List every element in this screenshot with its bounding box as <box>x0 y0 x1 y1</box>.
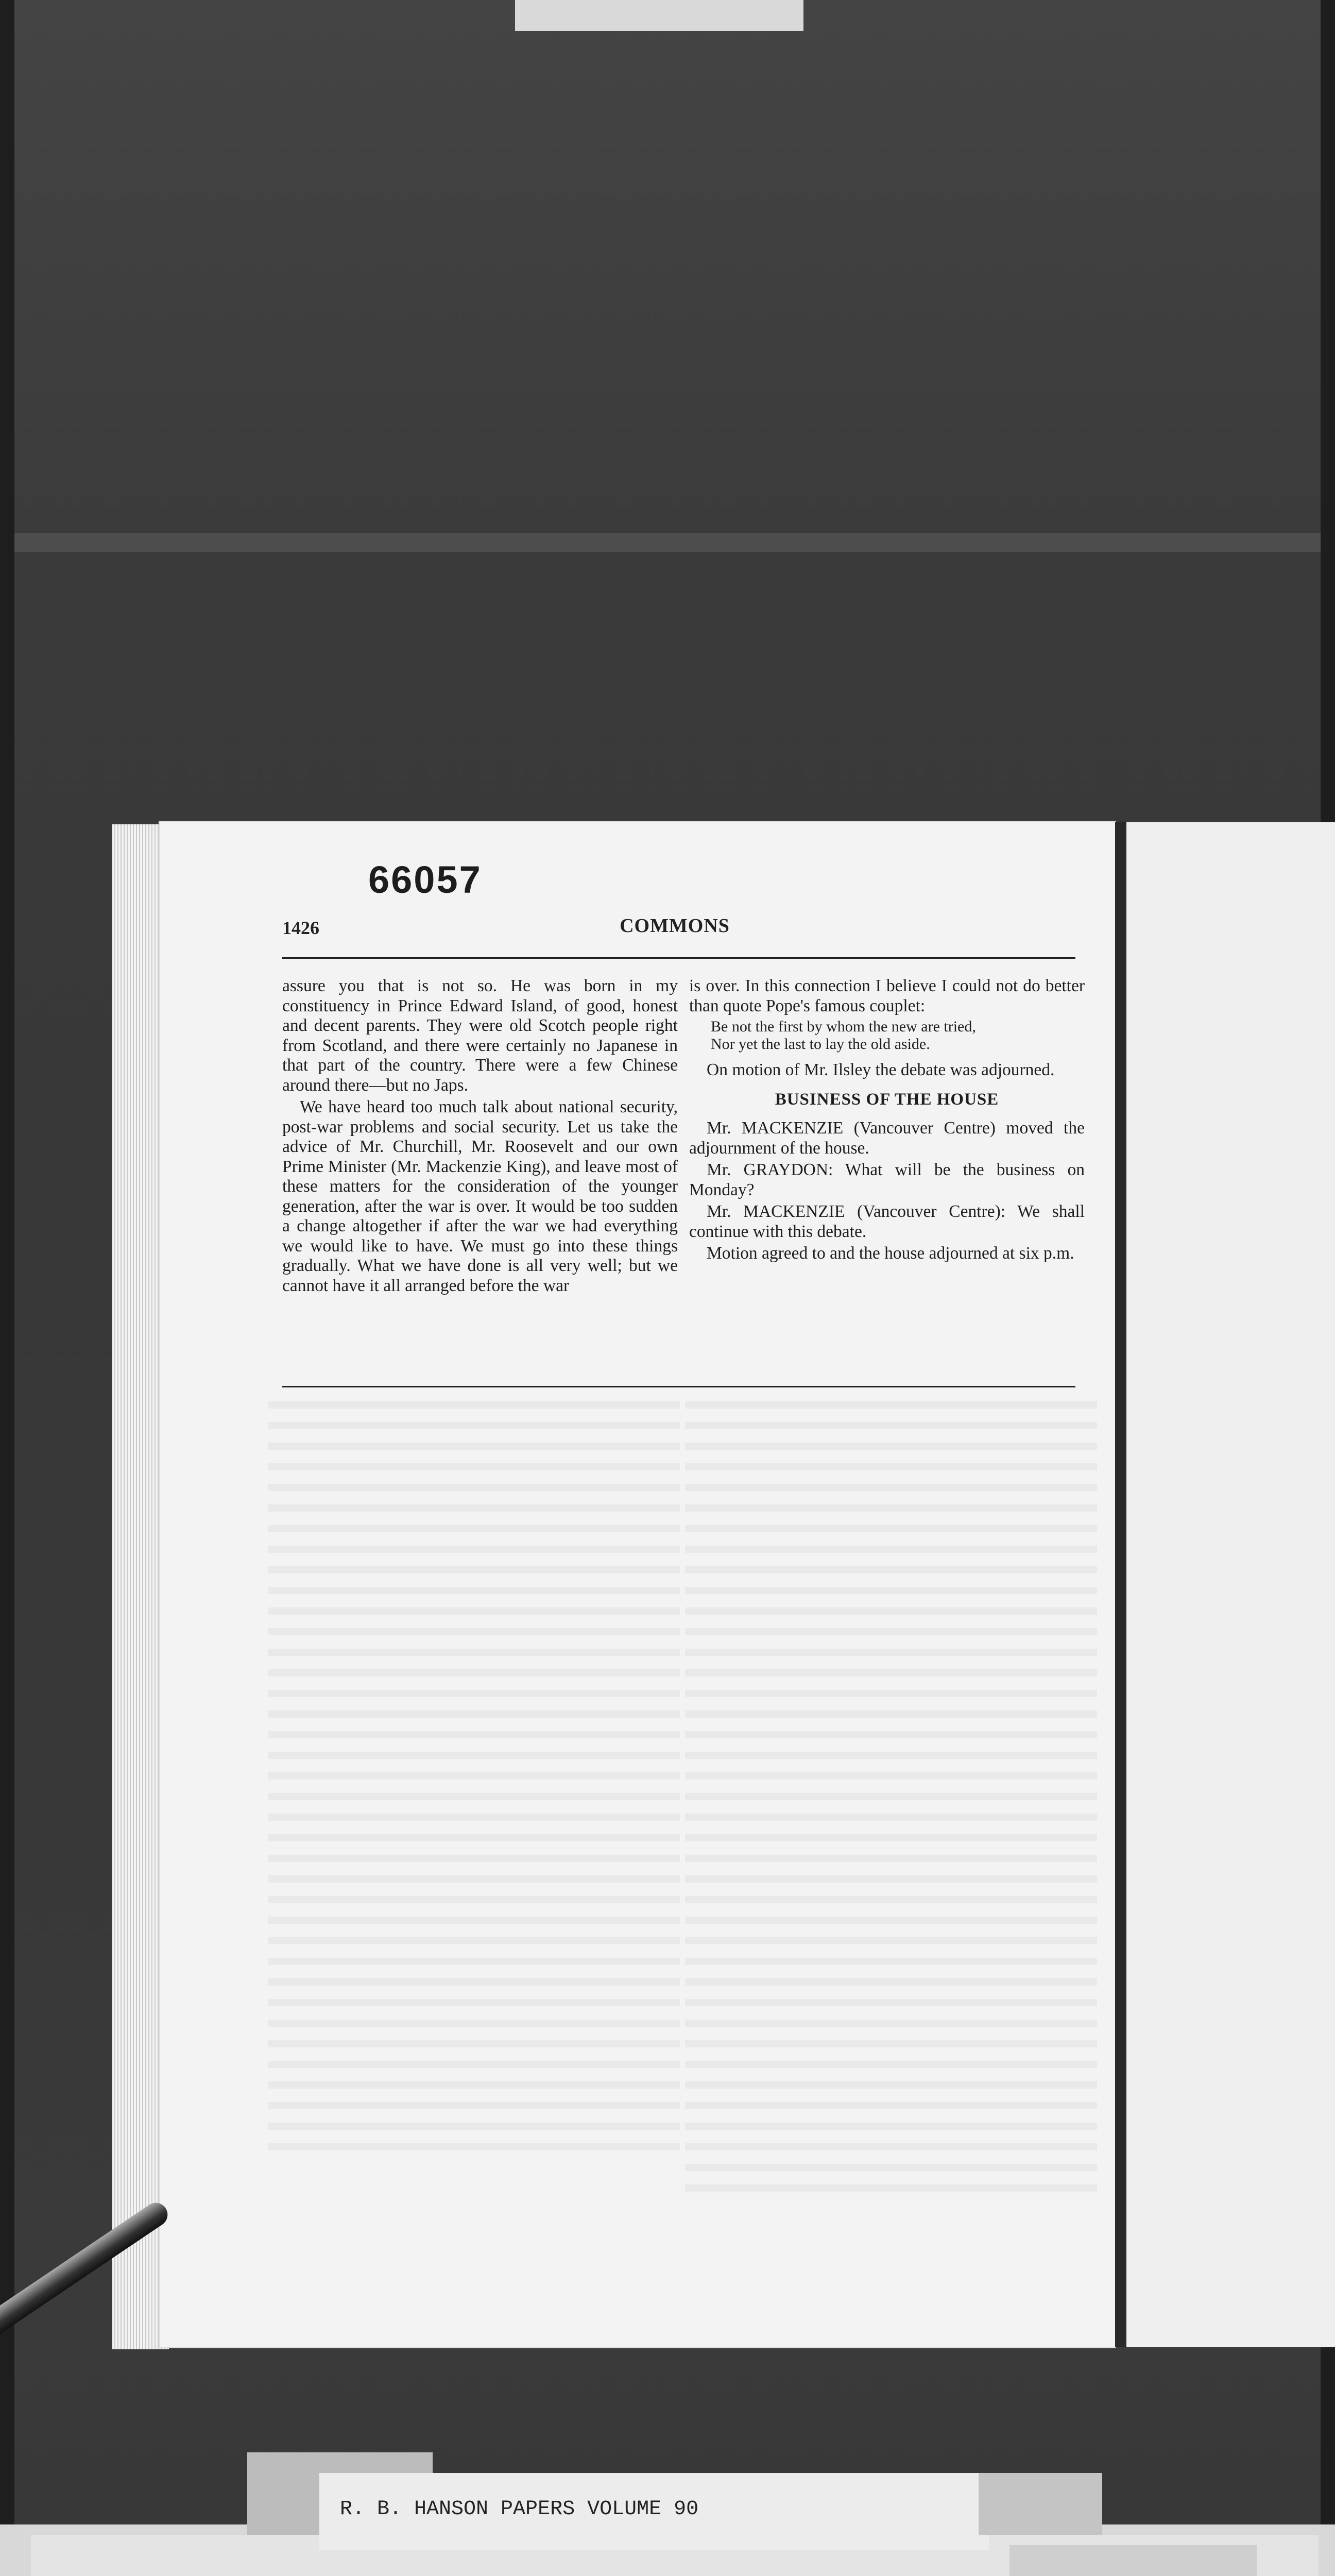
right-column <box>689 976 1085 1266</box>
footer-rule <box>282 1386 1075 1387</box>
paragraph: Mr. MACKENZIE (Vancouver Centre): We shall continue with this debate. <box>689 1202 1085 1241</box>
running-head: COMMONS <box>620 915 730 937</box>
left-column <box>282 976 678 1298</box>
paragraph: assure you that is not so. He was born in my constituency in Prince Edward Island, of good, honest and decent parents. They were old Scotch people right from Scotland, and there were certainly no Japanese in that part of the country. There were a few Chinese around there—but no Japs. <box>282 976 678 1095</box>
paragraph: Mr. MACKENZIE (Vancouver Centre) moved the adjournment of the house. <box>689 1118 1085 1158</box>
series-label-text: R. B. HANSON PAPERS VOLUME 90 <box>340 2498 699 2521</box>
paragraph: On motion of Mr. Ilsley the debate was adjourned. <box>707 1060 1055 1079</box>
paragraph: Motion agreed to and the house adjourned at six p.m. <box>707 1244 1074 1263</box>
film-band <box>0 533 1335 552</box>
header-rule <box>282 957 1075 959</box>
tape-piece <box>979 2473 1102 2535</box>
section-heading: BUSINESS OF THE HOUSE <box>775 1090 999 1109</box>
quote-line: Nor yet the last to lay the old aside. <box>711 1036 930 1053</box>
film-edge-left <box>0 0 14 2576</box>
paragraph: is over. In this connection I believe I could not do better than quote Pope's famous couplet: <box>689 976 1085 1015</box>
quoted-couplet <box>689 1018 1085 1053</box>
book-gutter <box>1115 822 1126 2347</box>
page-number: 1426 <box>282 918 319 938</box>
bleed-through-text <box>268 1391 680 2164</box>
book-page-right <box>1126 822 1335 2347</box>
top-tape <box>515 0 803 31</box>
tape-piece <box>1009 2545 1257 2576</box>
series-label <box>319 2473 989 2550</box>
paragraph: We have heard too much talk about national security, post-war problems and social security. Let us take the advice of Mr. Churchill, Mr. Roosevelt and our own Prime Minister (Mr. Mackenzie King), and leave most of these matters for the consideration of the younger generation, after the war is over. It would be too sudden a change altogether if after the war we had everything we would like to have. We must go into these things gradually. What we have done is all very well; but we cannot have it all arranged before the war <box>282 1097 678 1295</box>
quote-line: Be not the first by whom the new are tried, <box>711 1018 976 1035</box>
stamp-number: 66057 <box>368 858 482 901</box>
paragraph: Mr. GRAYDON: What will be the business on Monday? <box>689 1160 1085 1199</box>
bleed-through-text <box>685 1391 1097 2205</box>
